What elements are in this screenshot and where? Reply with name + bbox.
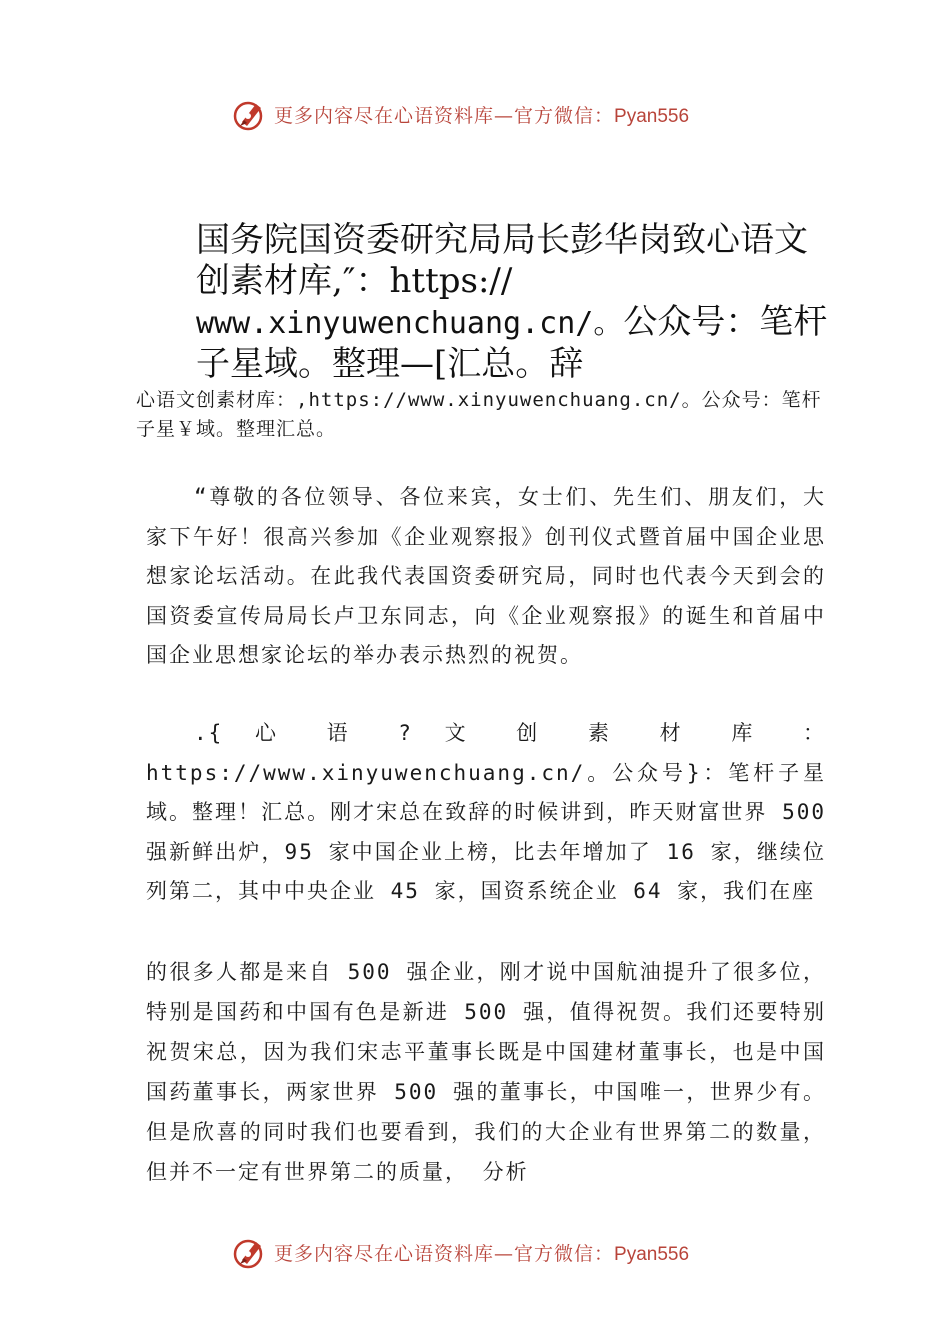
pen-nib-seal-icon xyxy=(232,1234,268,1270)
banner-text: 更多内容尽在心语资料库—官方微信：Pyan556 xyxy=(274,1242,690,1265)
header-banner xyxy=(232,94,689,134)
source-note: 心语文创素材库：,https://www.xinyuwenchuang.cn/。公众号：笔杆子星￥域。整理汇总。 xyxy=(136,389,822,440)
footer-banner xyxy=(232,1232,689,1272)
banner-text: 更多内容尽在心语资料库—官方微信：Pyan556 xyxy=(274,104,690,127)
paragraph-1: “尊敬的各位领导、各位来宾，女士们、先生们、朋友们，大家下午好！很高兴参加《企业观察报》创刊仪式暨首届中国企业思想家论坛活动。在此我代表国资委研究局，同时也代表今天到会的国资委宣传局局长卢卫东同志，向《企业观察报》的诞生和首届中国企业思想家论坛的举办表示热烈的祝贺。 xyxy=(146,485,826,667)
pen-nib-seal-icon xyxy=(232,96,268,132)
paragraph-2: .{ 心 语 ? 文 创 素 材 库 ： https://www.xinyuwenchuang.cn/。公众号}：笔杆子星域。整理！汇总。刚才宋总在致辞的时候讲到，昨天财富世界 500 强新鲜出炉，95 家中国企业上榜，比去年增加了 16 家，继续位列第二，其中中央企业 45 家，国资系统企业 64 家，我们在座 xyxy=(146,721,826,903)
document-title: 国务院国资委研究局局长彭华岗致心语文创素材库,″：https:// www.xinyuwenchuang.cn/。公众号：笔杆子星域。整理—[汇总。辞 xyxy=(196,220,828,384)
paragraph-3: 的很多人都是来自 500 强企业，刚才说中国航油提升了很多位，特别是国药和中国有色是新进 500 强，值得祝贺。我们还要特别祝贺宋总，因为我们宋志平董事长既是中国建材董事长，也是中国国药董事长，两家世界 500 强的董事长，中国唯一，世界少有。但是欣喜的同时我们也要看到，我们的大企业有世界第二的数量，但并不一定有世界第二的质量， 分析 xyxy=(146,960,826,1184)
